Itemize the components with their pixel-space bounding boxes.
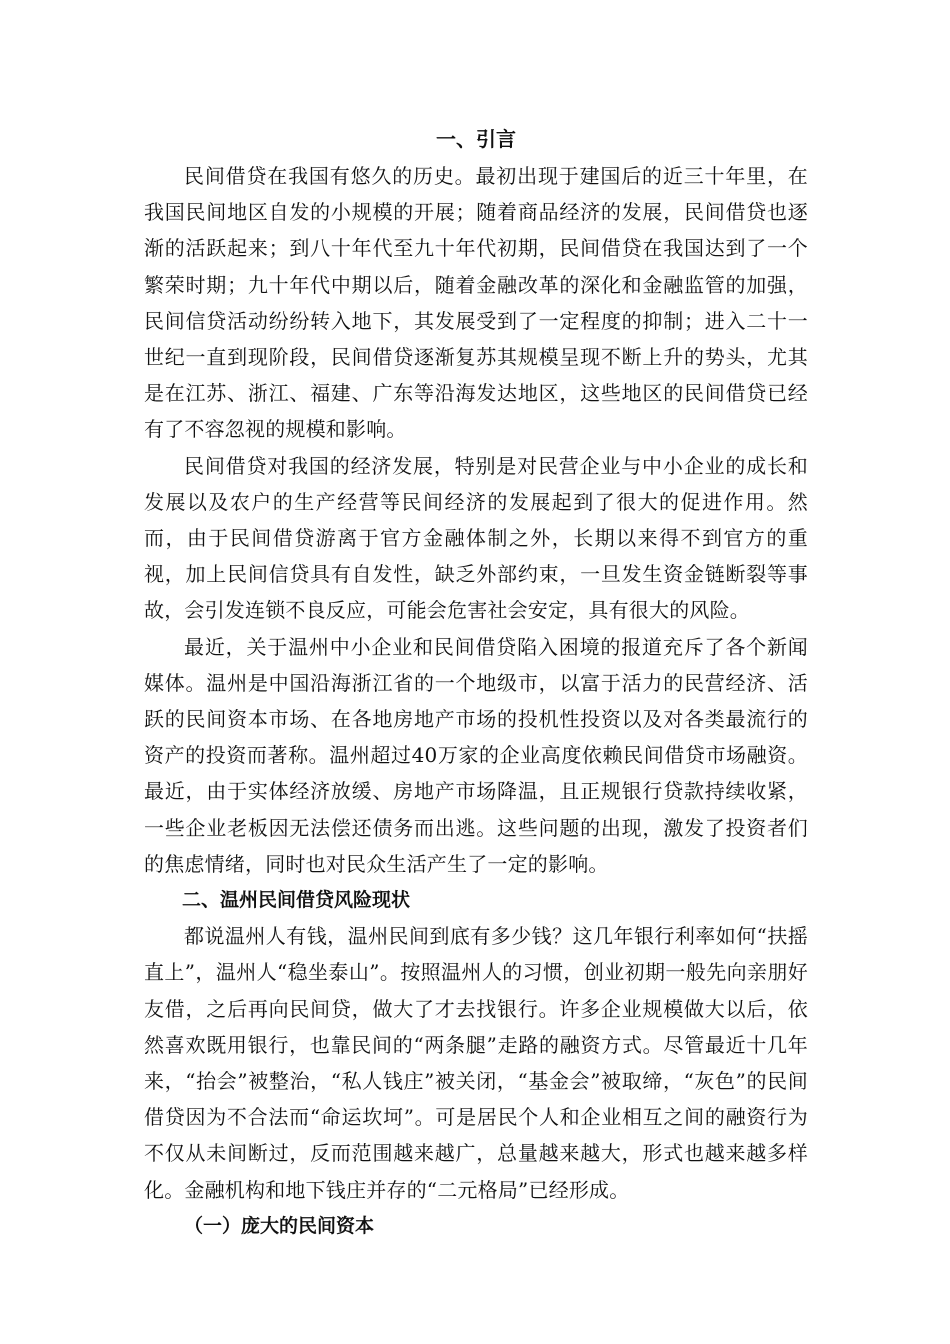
paragraph-role-and-risk: 民间借贷对我国的经济发展，特别是对民营企业与中小企业的成长和发展以及农户的生产经营等民间经济的发展起到了很大的促进作用。然而，由于民间借贷游离于官方金融体制之外，长期以来得不到官方的重视，加上民间信贷具有自发性，缺乏外部约束，一旦发生资金链断裂等事故，会引发连锁不良反应，可能会危害社会安定，具有很大的风险。 <box>144 453 808 623</box>
paragraph-wenzhou-capital: 都说温州人有钱，温州民间到底有多少钱？这几年银行利率如何“扶摇直上”，温州人“稳坐泰山”。按照温州人的习惯，创业初期一般先向亲朋好友借，之后再向民间贷，做大了才去找银行。许多企业规模做大以后，依然喜欢既用银行，也靠民间的“两条腿”走路的融资方式。尽管最近十几年来，“抬会”被整治，“私人钱庄”被关闭，“基金会”被取缔，“灰色”的民间借贷因为不合法而“命运坎坷”。可是居民个人和企业相互之间的融资行为不仅从未间断过，反而范围越来越广，总量越来越大，形式也越来越多样化。金融机构和地下钱庄并存的“二元格局”已经形成。 <box>144 924 808 1202</box>
paragraph-history: 民间借贷在我国有悠久的历史。最初出现于建国后的近三十年里，在我国民间地区自发的小规模的开展；随着商品经济的发展，民间借贷也逐渐的活跃起来；到八十年代至九十年代初期，民间借贷在我国达到了一个繁荣时期；九十年代中期以后，随着金融改革的深化和金融监管的加强，民间信贷活动纷纷转入地下，其发展受到了一定程度的抑制；进入二十一世纪一直到现阶段，民间借贷逐渐复苏其规模呈现不断上升的势头，尤其是在江苏、浙江、福建、广东等沿海发达地区，这些地区的民间借贷已经有了不容忽视的规模和影响。 <box>144 164 808 442</box>
paragraph-wenzhou-news: 最近，关于温州中小企业和民间借贷陷入困境的报道充斥了各个新闻媒体。温州是中国沿海浙江省的一个地级市，以富于活力的民营经济、活跃的民间资本市场、在各地房地产市场的投机性投资以及对各类最流行的资产的投资而著称。温州超过40万家的企业高度依赖民间借贷市场融资。最近，由于实体经济放缓、房地产市场降温，且正规银行贷款持续收紧，一些企业老板因无法偿还债务而出逃。这些问题的出现，激发了投资者们的焦虑情绪，同时也对民众生活产生了一定的影响。 <box>144 634 808 876</box>
section-title-introduction: 一、引言 <box>436 127 516 151</box>
subsection-title-private-capital: （一）庞大的民间资本 <box>184 1214 375 1237</box>
document-page <box>144 121 808 1244</box>
section-title-wenzhou-risk: 二、温州民间借贷风险现状 <box>182 889 411 912</box>
